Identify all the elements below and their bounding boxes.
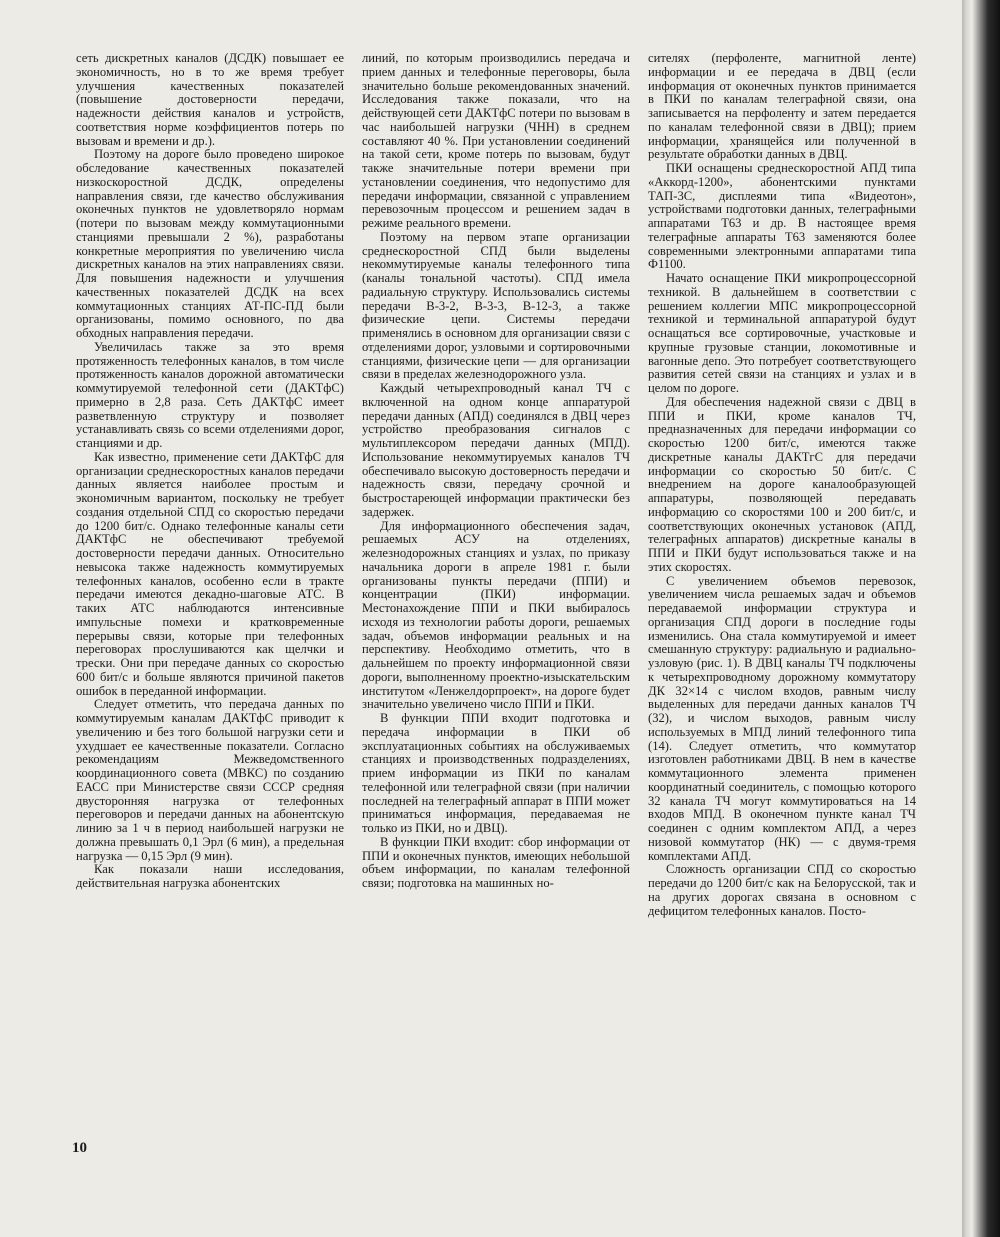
paragraph: Увеличилась также за это время протяженность телефонных каналов, в том числе протяженность каналов дорожной автоматически коммутируемой телефонной сети (ДАКТфС) примерно в 2,8 раза. Сеть ДАКТфС имеет разветвленную структуру и позволяет устанавливать связь со всеми отделениями дорог, станциями и др.: [76, 339, 344, 450]
paragraph: сителях (перфоленте, магнитной ленте) информации и ее передача в ДВЦ (если информация от оконечных пунктов принимается в ПКИ по каналам телеграфной связи, она записывается на перфоленту и затем передается по каналам телефонной связи в ДВЦ); прием информации, хранящейся или полученной в результате обработки данных в ДВЦ.: [648, 51, 916, 162]
paragraph: С увеличением объемов перевозок, увеличением числа решаемых задач и объемов передаваемой информации структура и организация СПД дороги в последние годы изменились. Она стала коммутируемой и имеет смешанную структуру: радиальную и радиально-узловую (рис. 1). В ДВЦ каналы ТЧ подключены к четырехпроводному дорожному коммутатору ДК 32×14 с числом входов, равным числу выделенных для передачи данных каналов ТЧ (32), и числом выходов, равным числу используемых в МПД линий телефонного типа (14). Следует отметить, что коммутатор изготовлен работниками ДВЦ. В нем в качестве коммутационного элемента применен координатный соединитель, с помощью которого 32 канала ТЧ могут коммутироваться на 14 входов МПД. В оконечном пункте канал ТЧ соединен с одним комплектом АПД, а через низовой коммутатор (НК) — с двумя-тремя комплектами АПД.: [648, 573, 916, 863]
text-column-1: [76, 52, 344, 891]
page-number: 10: [72, 1140, 87, 1156]
scan-edge: [962, 0, 1000, 1237]
paragraph: Для информационного обеспечения задач, решаемых АСУ на отделениях, железнодорожных станциях и узлах, по приказу начальника дороги в апреле 1981 г. были организованы пункты передачи (ППИ) и концентрации (ПКИ) информации. Местонахождение ППИ и ПКИ выбиралось исходя из технологии работы дороги, решаемых задач, объемов информации реальных и на перспективу. Необходимо отметить, что в дальнейшем по проекту информационной связи дороги, выполненному проектно-изыскательским институтом «Ленжелдорпроект», на дороге будет значительно увеличено число ППИ и ПКИ.: [362, 518, 630, 712]
paragraph: Поэтому на первом этапе организации среднескоростной СПД были выделены некоммутируемые каналы телефонного типа (каналы тональной частоты). СПД имела радиальную структуру. Использовались системы передачи В-3-2, В-3-3, В-12-3, а также физические цепи. Системы передачи применялись в основном для организации связи с отделениями дорог, узловыми и сортировочными станциями, физические цепи — для организации связи в пределах железнодорожного узла.: [362, 229, 630, 382]
paragraph: Начато оснащение ПКИ микропроцессорной техникой. В дальнейшем в соответствии с решением коллегии МПС микропроцессорной техникой и терминальной аппаратурой будут оснащаться все сортировочные, участковые и крупные грузовые станции, локомотивные и вагонные депо. Это потребует соответствующего развития сетей связи на станциях и узлах и в целом по дороге.: [648, 271, 916, 395]
paragraph: Сложность организации СПД со скоростью передачи до 1200 бит/с как на Белорусской, так и на других дорогах связана в основном с дефицитом телефонных каналов. Посто-: [648, 862, 916, 918]
paragraph: линий, по которым производились передача и прием данных и телефонные переговоры, была значительно больше рекомендованных значений. Исследования также показали, что на действующей сети ДАКТфС потери по вызовам в час наибольшей нагрузки (ЧНН) в среднем составляют 40 %. При установлении соединений на такой сети, кроме потерь по вызовам, будут также значительные потери времени при установлении соединения, что недопустимо для передачи информации, связанной с управлением перевозочным процессом и решением задач в режиме реального времени.: [362, 51, 630, 230]
text-column-3: [648, 52, 916, 918]
paragraph: Каждый четырехпроводный канал ТЧ с включенной на одном конце аппаратурой передачи данных (АПД) соединялся в ДВЦ через устройство преобразования сигналов с мультиплексором передачи данных (МПД). Использование некоммутируемых каналов ТЧ обеспечивало высокую достоверность передачи и надежность связи, передачу срочной и быстростареющей информации практически без задержек.: [362, 381, 630, 519]
paragraph: В функции ППИ входит подготовка и передача информации в ПКИ об эксплуатационных событиях на обслуживаемых станциях и производственных подразделениях, прием информации из ПКИ по каналам телефонной или телеграфной связи (при наличии последней на телеграфный аппарат в ППИ может приниматься информация, передаваемая не только из ПКИ, но и ДВЦ).: [362, 711, 630, 835]
paragraph: Как показали наши исследования, действительная нагрузка абонентских: [76, 862, 344, 890]
paragraph: Следует отметить, что передача данных по коммутируемым каналам ДАКТфС приводит к увеличению и без того большой нагрузки сети и ухудшает ее качественные показатели. Согласно рекомендациям Межведомственного координационного совета (МВКС) по созданию ЕАСС при Министерстве связи СССР средняя двусторонняя нагрузка от телефонных переговоров и передачи данных на абонентскую линию за 1 ч в период наибольшей нагрузки не должна превышать 0,1 Эрл (6 мин), а предельная нагрузка — 0,15 Эрл (9 мин).: [76, 697, 344, 863]
paragraph: ПКИ оснащены среднескоростной АПД типа «Аккорд-1200», абонентскими пунктами ТАП-3С, дисплеями типа «Видеотон», устройствами подготовки данных, телеграфными аппаратами Т63 и др. В настоящее время телеграфные аппараты Т63 заменяются более современными электронными аппаратами типа Ф1100.: [648, 161, 916, 272]
paragraph: Поэтому на дороге было проведено широкое обследование качественных показателей низкоскоростной ДСДК, определены направления связи, где качество обслуживания оконечных пунктов не удовлетворяло нормам (потери по вызовам между коммутационными станциями превышали 2 %), разработаны конкретные мероприятия по увеличению числа дискретных каналов на этих направлениях связи. Для повышения надежности и улучшения качественных показателей ДСДК на всех коммутационных станциях АТ-ПС-ПД были организованы, помимо основного, по два обходных направления передачи.: [76, 147, 344, 340]
paragraph: Как известно, применение сети ДАКТфС для организации среднескоростных каналов передачи данных является наиболее простым и экономичным вариантом, поскольку не требует создания отдельной СПД со скоростью передачи до 1200 бит/с. Однако телефонные каналы сети ДАКТфС не обеспечивают требуемой достоверности передачи данных. Относительно невысока также надежность коммутируемых телефонных каналов, особенно если в тракте передачи имеются декадно-шаговые АТС. В таких АТС наблюдаются интенсивные импульсные помехи и кратковременные перерывы связи, которые при телефонных переговорах прослушиваются как щелчки и трески. Они при передаче данных со скоростью 600 бит/с и больше являются причиной пакетов ошибок в переданной информации.: [76, 449, 344, 698]
paragraph: сеть дискретных каналов (ДСДК) повышает ее экономичность, но в то же время требует улучшения качественных показателей (повышение достоверности передачи, надежности действия каналов и устройств, соответствия норме коэффициентов потерь по вызовам и времени и др.).: [76, 51, 344, 148]
paragraph: Для обеспечения надежной связи с ДВЦ в ППИ и ПКИ, кроме каналов ТЧ, предназначенных для передачи информации со скоростью 1200 бит/с, имеются также дискретные каналы ДАКТгС для передачи информации со скоростью 50 бит/с. С внедрением на дороге каналообразующей аппаратуры, позволяющей передавать информацию со скоростями 100 и 200 бит/с, и соответствующих оконечных установок (АПД, телеграфных аппаратов) дискретные каналы в ППИ и ПКИ будут использоваться также и на этих скоростях.: [648, 394, 916, 574]
paragraph: В функции ПКИ входит: сбор информации от ППИ и оконечных пунктов, имеющих небольшой объем информации, по каналам телефонной связи; подготовка на машинных но-: [362, 834, 630, 890]
text-column-2: [362, 52, 630, 891]
